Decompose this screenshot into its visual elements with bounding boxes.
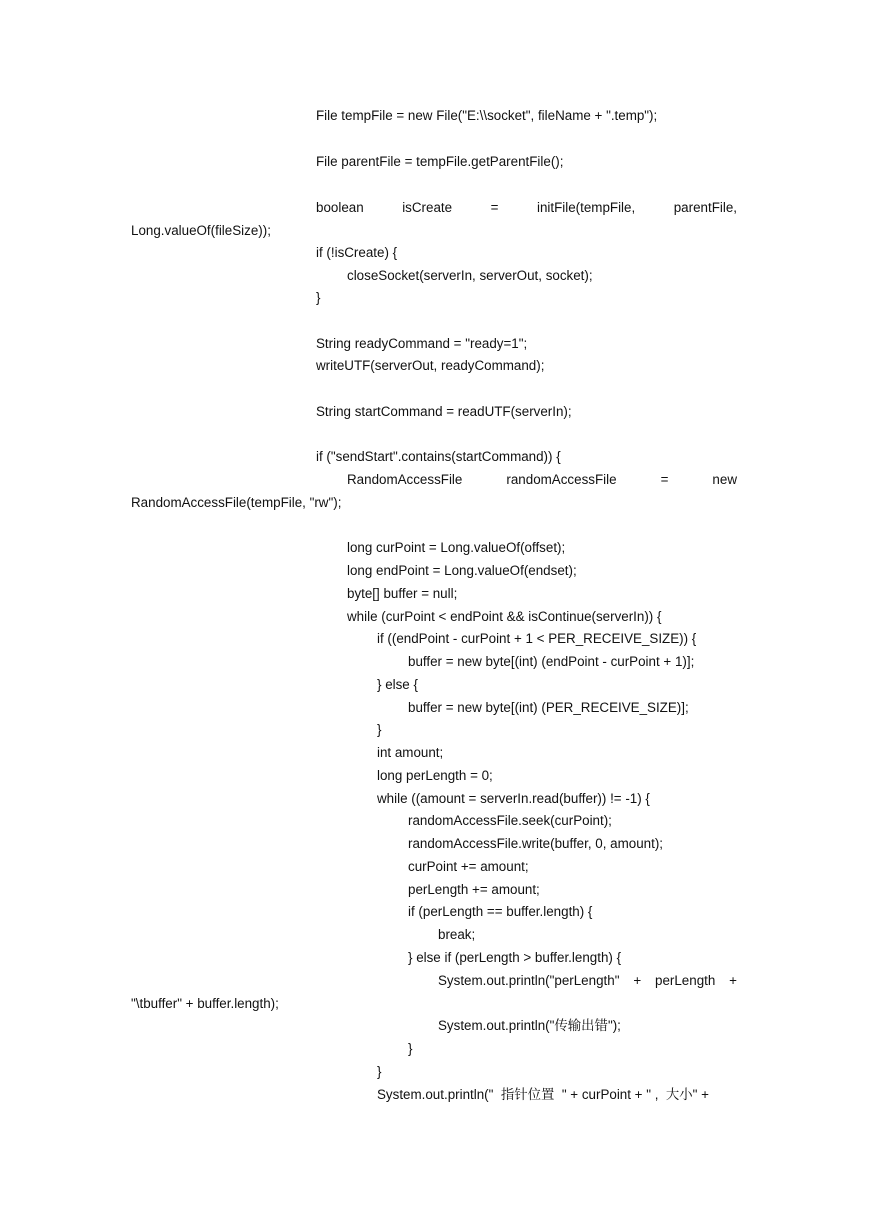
code-line: File parentFile = tempFile.getParentFile(); [316,154,564,169]
code-token: RandomAccessFile [347,472,463,487]
code-line: if ((endPoint - curPoint + 1 < PER_RECEIVE_SIZE)) { [377,631,697,646]
code-line: File tempFile = new File("E:\\socket", fileName + ".temp"); [316,108,658,123]
code-line: writeUTF(serverOut, readyCommand); [316,358,545,373]
code-line: while (curPoint < endPoint && isContinue(serverIn)) { [347,609,662,624]
code-line: RandomAccessFile(tempFile, "rw"); [131,495,342,510]
code-line: randomAccessFile.seek(curPoint); [408,813,612,828]
code-line: } [316,290,321,305]
code-token: + [729,973,737,988]
code-line: perLength += amount; [408,882,540,897]
code-line: if (!isCreate) { [316,245,398,260]
code-token: boolean [316,200,364,215]
code-line: Long.valueOf(fileSize)); [131,223,271,238]
code-line [438,973,737,989]
code-token: isCreate [402,200,453,215]
code-line: } [377,1064,382,1079]
code-token: System.out.println("perLength" [438,973,620,988]
code-token: perLength [655,973,716,988]
code-token: + [633,973,642,988]
code-line: buffer = new byte[(int) (PER_RECEIVE_SIZE)]; [408,700,689,715]
code-line: String readyCommand = "ready=1"; [316,336,528,351]
code-line: if (perLength == buffer.length) { [408,904,593,919]
code-line: break; [438,927,476,942]
code-line: int amount; [377,745,444,760]
code-line: String startCommand = readUTF(serverIn); [316,404,572,419]
code-line: System.out.println(" 指针位置 " + curPoint + " , 大小" + [377,1087,709,1102]
code-token: initFile(tempFile, [536,200,636,215]
code-line: } [408,1041,413,1056]
code-line: closeSocket(serverIn, serverOut, socket); [347,268,593,283]
code-line: if ("sendStart".contains(startCommand)) { [316,449,561,464]
code-line: } [377,722,382,737]
code-line: } else if (perLength > buffer.length) { [408,950,622,965]
code-line [316,200,737,216]
code-line: while ((amount = serverIn.read(buffer)) != -1) { [377,791,650,806]
code-token: = [660,472,669,487]
code-line: long perLength = 0; [377,768,493,783]
code-token: new [712,472,737,487]
code-line: curPoint += amount; [408,859,529,874]
code-line: "\tbuffer" + buffer.length); [131,996,279,1011]
code-line: buffer = new byte[(int) (endPoint - curPoint + 1)]; [408,654,695,669]
code-line: long curPoint = Long.valueOf(offset); [347,540,566,555]
code-line: byte[] buffer = null; [347,586,458,601]
code-line: System.out.println("传输出错"); [438,1018,621,1033]
code-line [347,472,737,488]
code-line: long endPoint = Long.valueOf(endset); [347,563,577,578]
code-token: parentFile, [673,200,737,215]
code-line: randomAccessFile.write(buffer, 0, amount); [408,836,664,851]
code-token: randomAccessFile [506,472,617,487]
code-token: = [490,200,499,215]
code-line: } else { [377,677,418,692]
